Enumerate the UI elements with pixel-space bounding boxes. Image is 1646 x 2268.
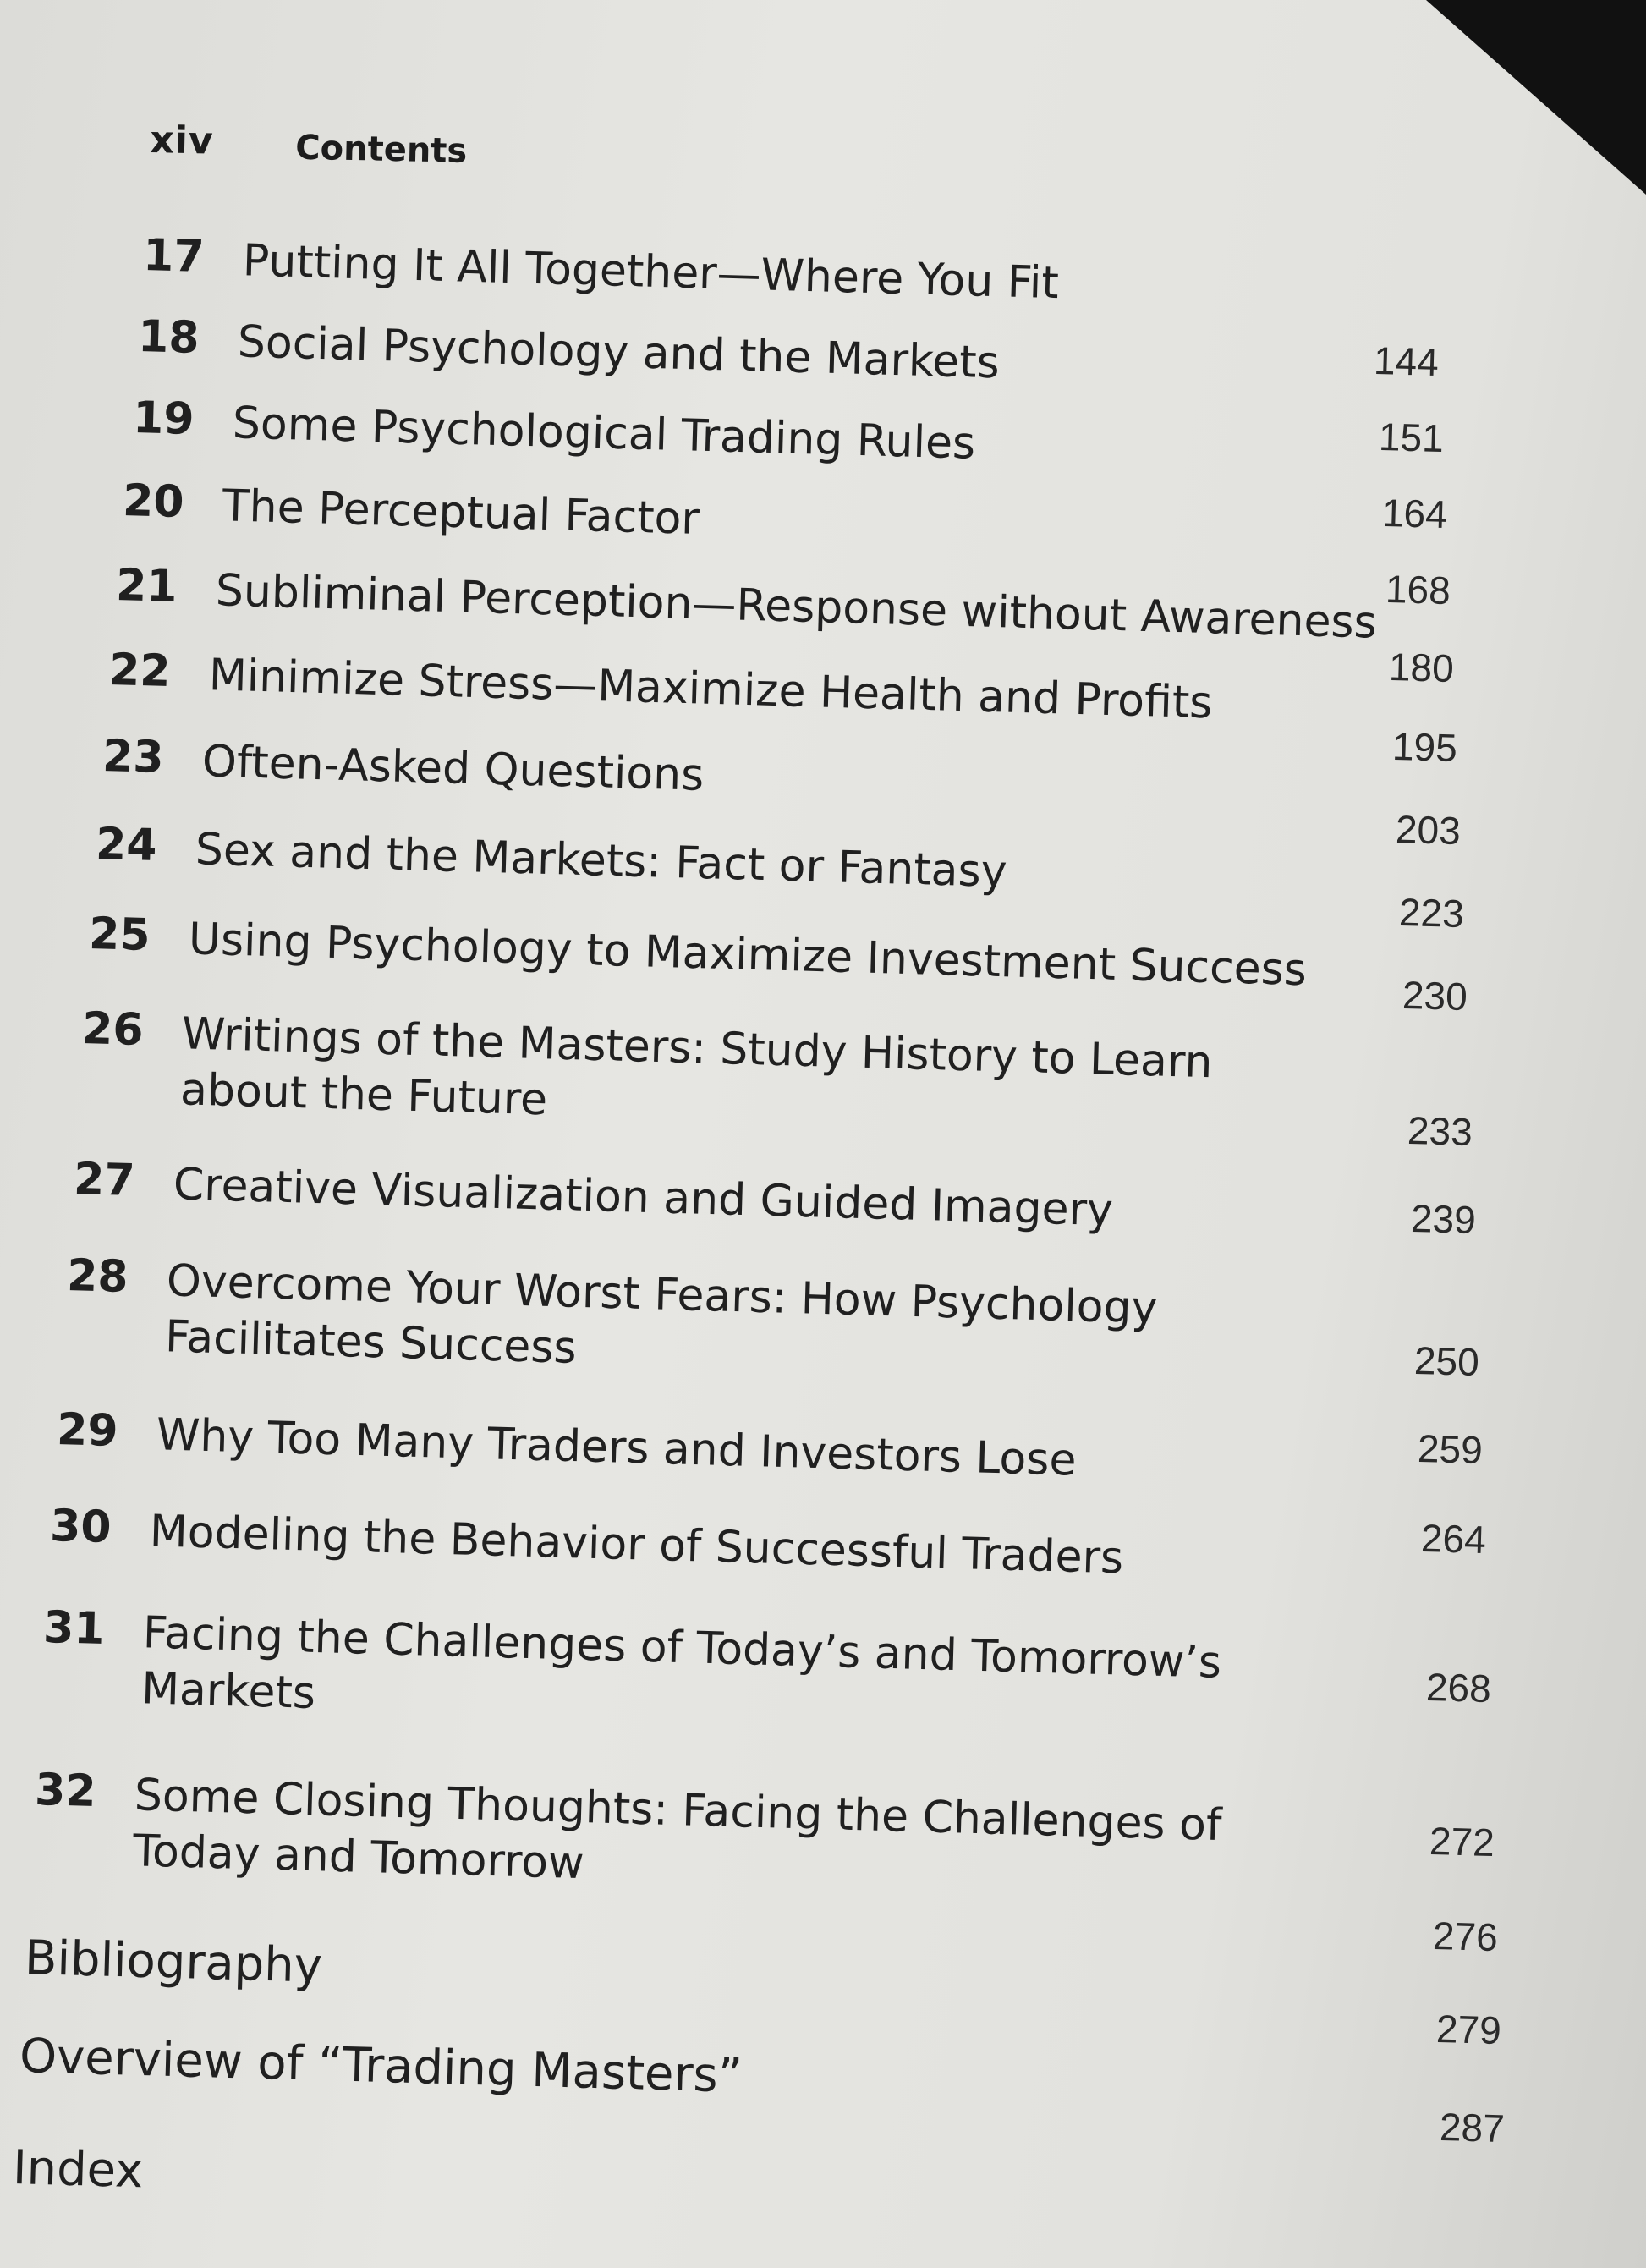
chapter-number: 23 bbox=[102, 731, 165, 783]
chapter-number: 17 bbox=[142, 230, 206, 283]
page-number: 279 bbox=[1435, 2006, 1502, 2053]
page-number: 144 bbox=[1373, 338, 1440, 385]
chapter-title: The Perceptual Factor bbox=[222, 481, 700, 546]
chapter-number: 19 bbox=[132, 393, 195, 445]
chapter-title: Overcome Your Worst Fears: How Psychology Facilitates Success bbox=[164, 1255, 1159, 1374]
page-number: 287 bbox=[1439, 2104, 1506, 2151]
chapter-title: Writings of the Masters: Study History to Learn about the Future bbox=[179, 1008, 1214, 1126]
chapter-number: 30 bbox=[49, 1501, 112, 1553]
page-number: 168 bbox=[1385, 566, 1451, 613]
page-number: 239 bbox=[1410, 1195, 1477, 1243]
back-matter-title: Index bbox=[12, 2140, 145, 2199]
chapter-title: Minimize Stress—Maximize Health and Profits bbox=[208, 650, 1214, 729]
page-number: 233 bbox=[1407, 1107, 1473, 1155]
chapter-title: Using Psychology to Maximize Investment Success bbox=[188, 914, 1308, 997]
page-number: 276 bbox=[1432, 1913, 1499, 1960]
chapter-title: Social Psychology and the Markets bbox=[237, 316, 1001, 389]
chapter-title: Sex and the Markets: Fact or Fantasy bbox=[195, 824, 1008, 898]
page-number: 272 bbox=[1429, 1818, 1495, 1865]
chapter-title: Often-Asked Questions bbox=[201, 736, 705, 801]
chapter-number: 31 bbox=[42, 1602, 106, 1655]
page-number: 203 bbox=[1395, 806, 1462, 854]
chapter-title: Creative Visualization and Guided Imagery bbox=[173, 1159, 1114, 1237]
header-page-number: xiv bbox=[149, 118, 215, 163]
chapter-number: 26 bbox=[81, 1003, 145, 1056]
page-number: 195 bbox=[1391, 723, 1458, 771]
chapter-title: Why Too Many Traders and Investors Lose bbox=[156, 1409, 1078, 1486]
chapter-number: 29 bbox=[56, 1404, 119, 1457]
chapter-title: Subliminal Perception—Response without Awareness bbox=[215, 565, 1378, 649]
page-number: 151 bbox=[1378, 414, 1445, 461]
chapter-number: 25 bbox=[88, 909, 151, 961]
page-number: 180 bbox=[1388, 644, 1455, 691]
chapter-number: 20 bbox=[122, 475, 185, 528]
back-matter-title: Bibliography bbox=[24, 1930, 323, 1994]
chapter-number: 18 bbox=[137, 311, 200, 364]
page-number: 223 bbox=[1398, 889, 1465, 936]
page-number: 264 bbox=[1420, 1515, 1487, 1562]
page-number: 268 bbox=[1425, 1664, 1492, 1711]
running-header bbox=[149, 118, 468, 171]
chapter-title: Some Psychological Trading Rules bbox=[232, 398, 976, 470]
chapter-title: Some Closing Thoughts: Facing the Challenges of Today and Tomorrow bbox=[132, 1770, 1223, 1890]
chapter-number: 27 bbox=[73, 1154, 136, 1206]
page-corner-shadow bbox=[1426, 0, 1646, 195]
page-number: 230 bbox=[1402, 972, 1468, 1019]
chapter-number: 28 bbox=[66, 1250, 129, 1303]
chapter-number: 21 bbox=[115, 560, 178, 612]
page-number: 259 bbox=[1417, 1425, 1484, 1473]
page-number: 164 bbox=[1381, 490, 1448, 537]
back-matter-title: Overview of “Trading Masters” bbox=[19, 2029, 743, 2104]
chapter-number: 22 bbox=[108, 645, 172, 697]
chapter-title: Facing the Challenges of Today’s and Tomorrow’s Markets bbox=[140, 1607, 1222, 1719]
chapter-title: Modeling the Behavior of Successful Traders bbox=[149, 1506, 1124, 1584]
page-number: 250 bbox=[1413, 1337, 1480, 1385]
chapter-title: Putting It All Together—Where You Fit bbox=[242, 235, 1060, 310]
chapter-number: 24 bbox=[95, 819, 158, 871]
header-section-title: Contents bbox=[294, 128, 468, 171]
chapter-number: 32 bbox=[34, 1765, 97, 1817]
